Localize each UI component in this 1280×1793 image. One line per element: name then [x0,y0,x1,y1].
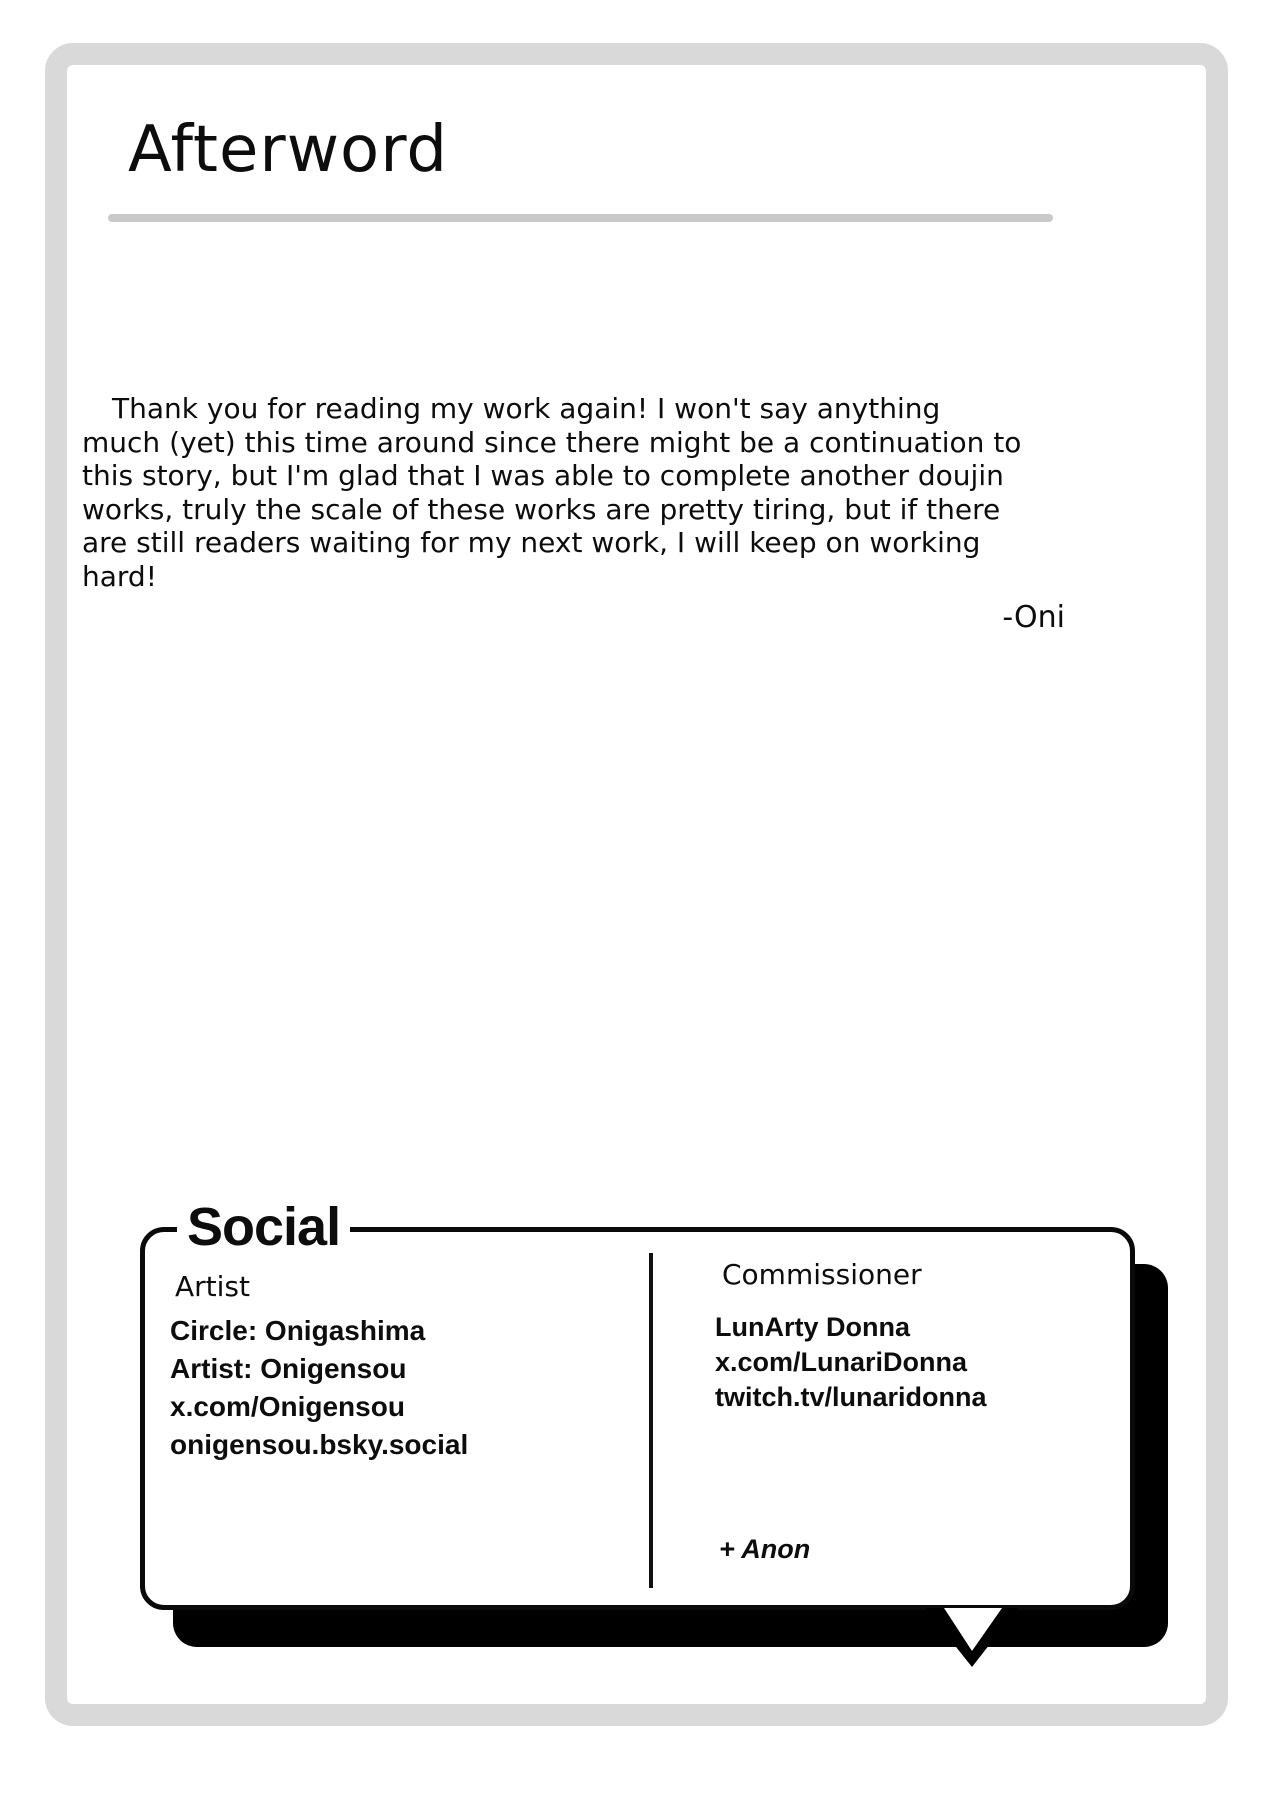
social-box [140,1197,1135,1610]
artist-circle: Circle: Onigashima [170,1315,426,1346]
paragraph-line: works, truly the scale of these works are pretty tiring, but if there [82,492,1001,526]
page-title: Afterword [128,113,448,187]
social-box-title: Social [177,1196,350,1258]
title-underline [108,214,1053,222]
column-divider [649,1253,653,1588]
paragraph-line: Thank you for reading my work again! I won't say anything [112,392,941,425]
artist-bsky-handle: onigensou.bsky.social [170,1429,469,1460]
artist-x-handle: x.com/Onigensou [170,1391,405,1422]
artist-column-label: Artist [175,1270,250,1303]
commissioner-column-label: Commissioner [722,1258,922,1291]
commissioner-info [715,1310,987,1415]
commissioner-twitch-handle: twitch.tv/lunaridonna [715,1382,987,1412]
artist-name: Artist: Onigensou [170,1353,407,1384]
anon-credit: + Anon [719,1534,811,1564]
afterword-paragraph [82,392,1047,593]
paragraph-line: much (yet) this time around since there might be a continuation to [82,425,1022,459]
author-signature: -Oni [1002,600,1065,635]
speech-bubble-tail-icon [900,1603,1060,1678]
commissioner-name: LunArty Donna [715,1312,910,1342]
paragraph-line: hard! [82,559,157,593]
artist-info [170,1312,468,1464]
paragraph-line: are still readers waiting for my next work, I will keep on working [82,526,981,559]
paragraph-line: this story, but I'm glad that I was able to complete another doujin [82,459,1004,492]
commissioner-x-handle: x.com/LunariDonna [715,1347,968,1377]
